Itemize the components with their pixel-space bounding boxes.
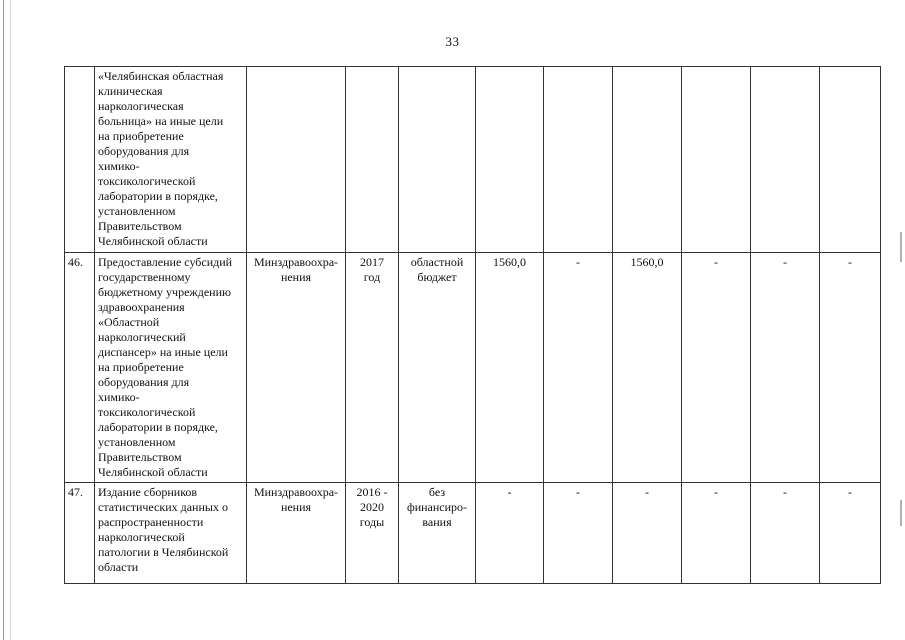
- year-2016-cell: [544, 67, 613, 253]
- year-2017-cell: 1560,0: [613, 253, 682, 483]
- year-2019-cell: -: [751, 483, 820, 584]
- period-cell: 2017 год: [346, 253, 399, 483]
- total-cell: 1560,0: [476, 253, 544, 483]
- year-2016-cell: -: [544, 253, 613, 483]
- year-2019-cell: -: [751, 253, 820, 483]
- total-cell: [476, 67, 544, 253]
- row-number: [65, 67, 95, 253]
- year-2017-cell: -: [613, 483, 682, 584]
- table-row: [65, 67, 881, 253]
- executor-cell: Минздравоохра- нения: [247, 483, 346, 584]
- left-scan-edge: [3, 0, 4, 640]
- table-row: [65, 253, 881, 483]
- row-number: 46.: [65, 253, 95, 483]
- measure-name: Предоставление субсидий государственному бюджетному учреждению здравоохранения «Областной наркологический диспансер» на иные цели на приобретение оборудования для химико- токсикологической лаборатории в порядке, установленном Правительством Челябинской области: [95, 253, 247, 483]
- measure-name: Издание сборников статистических данных о распространенности наркологической патологии в Челябинской области: [95, 483, 247, 584]
- measure-name: «Челябинская областная клиническая наркологическая больница» на иные цели на приобретение оборудования для химико- токсикологической лаборатории в порядке, установленном Правительством Челябинской области: [95, 67, 247, 253]
- funding-source-cell: [399, 67, 476, 253]
- funding-source-cell: областной бюджет: [399, 253, 476, 483]
- total-cell: -: [476, 483, 544, 584]
- period-cell: [346, 67, 399, 253]
- year-2018-cell: [682, 67, 751, 253]
- right-scan-mark: [900, 500, 902, 526]
- period-cell: 2016 - 2020 годы: [346, 483, 399, 584]
- year-2020-cell: [820, 67, 881, 253]
- executor-cell: [247, 67, 346, 253]
- year-2018-cell: -: [682, 253, 751, 483]
- funding-source-cell: без финансиро- вания: [399, 483, 476, 584]
- executor-cell: Минздравоохра- нения: [247, 253, 346, 483]
- year-2016-cell: -: [544, 483, 613, 584]
- measures-table: [64, 66, 881, 584]
- year-2017-cell: [613, 67, 682, 253]
- right-scan-mark: [900, 232, 902, 262]
- page-number: 33: [445, 34, 460, 49]
- year-2020-cell: -: [820, 253, 881, 483]
- row-number: 47.: [65, 483, 95, 584]
- year-2019-cell: [751, 67, 820, 253]
- year-2020-cell: -: [820, 483, 881, 584]
- year-2018-cell: -: [682, 483, 751, 584]
- table-row: [65, 483, 881, 584]
- left-scan-edge-inner: [10, 0, 11, 640]
